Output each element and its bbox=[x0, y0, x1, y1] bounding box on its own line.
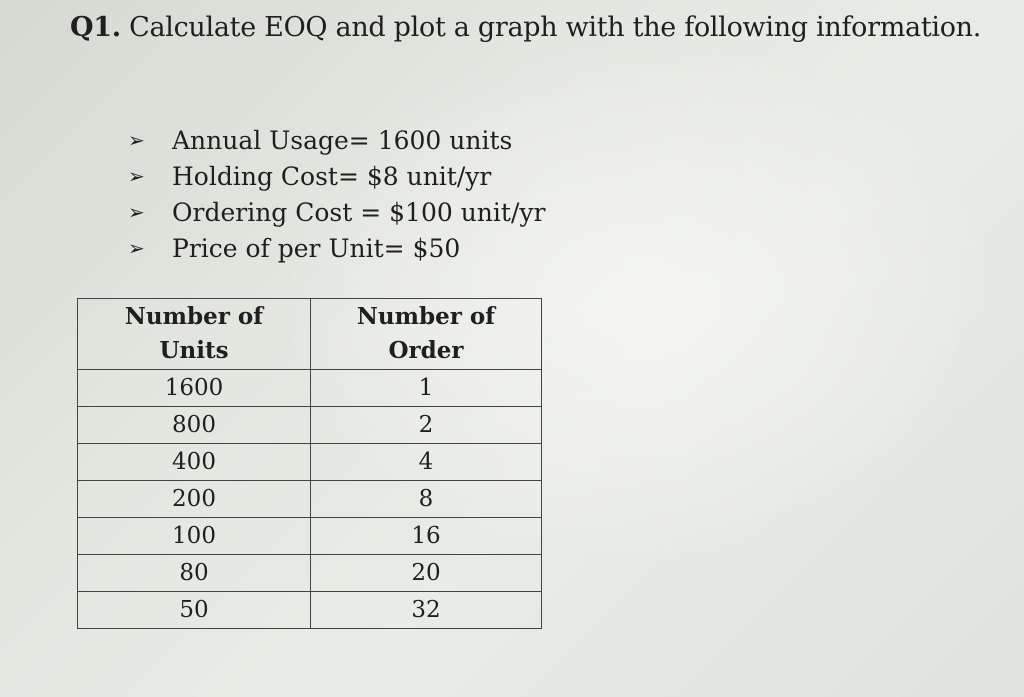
bullet-annual-usage bbox=[128, 122, 545, 158]
bullet-price-per-unit bbox=[128, 230, 545, 266]
units-cell: 200 bbox=[78, 481, 311, 518]
order-cell: 32 bbox=[311, 592, 542, 629]
table-row bbox=[78, 555, 542, 592]
bullet-text: Ordering Cost = $100 unit/yr bbox=[172, 197, 546, 227]
arrow-bullet-icon: ➢ bbox=[128, 164, 145, 188]
table-row bbox=[78, 407, 542, 444]
order-cell: 4 bbox=[311, 444, 542, 481]
units-cell: 1600 bbox=[78, 370, 311, 407]
header-number-of-units: Number of Units bbox=[78, 299, 311, 370]
units-cell: 50 bbox=[78, 592, 311, 629]
units-cell: 80 bbox=[78, 555, 311, 592]
table-row bbox=[78, 370, 542, 407]
order-cell: 16 bbox=[311, 518, 542, 555]
table-row bbox=[78, 592, 542, 629]
bullet-text: Annual Usage= 1600 units bbox=[172, 125, 513, 155]
bullet-holding-cost bbox=[128, 158, 545, 194]
table-row bbox=[78, 444, 542, 481]
header-number-of-order: Number of Order bbox=[311, 299, 542, 370]
arrow-bullet-icon: ➢ bbox=[128, 236, 145, 260]
arrow-bullet-icon: ➢ bbox=[128, 200, 145, 224]
table-header-row bbox=[78, 299, 542, 370]
bullet-text: Price of per Unit= $50 bbox=[172, 233, 461, 263]
question-number: Q1. bbox=[70, 12, 121, 43]
bullet-text: Holding Cost= $8 unit/yr bbox=[172, 161, 492, 191]
order-cell: 20 bbox=[311, 555, 542, 592]
units-orders-table bbox=[77, 298, 542, 629]
given-information-list bbox=[128, 122, 545, 266]
question-text: Calculate EOQ and plot a graph with the following information. bbox=[129, 12, 982, 43]
units-cell: 800 bbox=[78, 407, 311, 444]
table-row bbox=[78, 481, 542, 518]
order-cell: 2 bbox=[311, 407, 542, 444]
units-cell: 100 bbox=[78, 518, 311, 555]
order-cell: 1 bbox=[311, 370, 542, 407]
order-cell: 8 bbox=[311, 481, 542, 518]
table-row bbox=[78, 518, 542, 555]
bullet-ordering-cost bbox=[128, 194, 545, 230]
units-cell: 400 bbox=[78, 444, 311, 481]
question-heading bbox=[70, 12, 981, 43]
arrow-bullet-icon: ➢ bbox=[128, 128, 145, 152]
